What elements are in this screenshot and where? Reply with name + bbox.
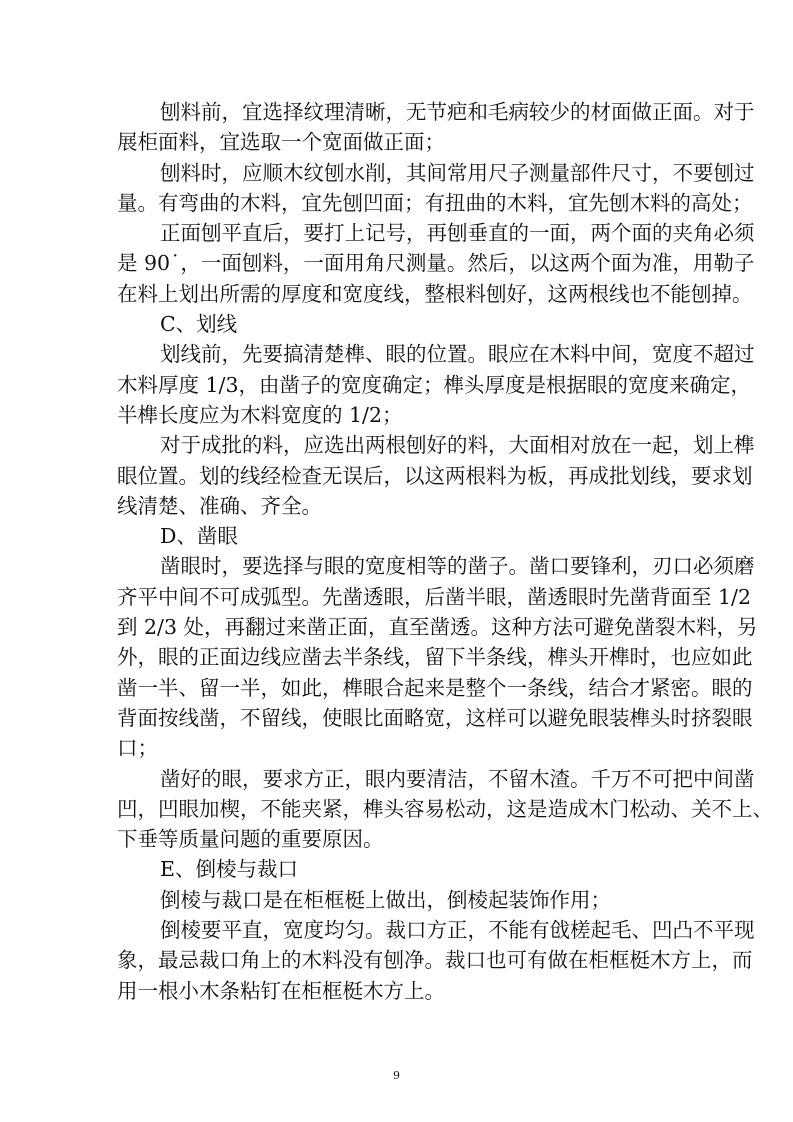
text-line: 对于成批的料，应选出两根刨好的料，大面相对放在一起，划上榫 (160, 433, 755, 458)
text-line: 量。有弯曲的木料，宜先刨凹面；有扭曲的木料，宜先刨木料的高处； (117, 190, 753, 215)
text-line: 正面刨平直后，要打上记号，再刨垂直的一面，两个面的夹角必须 (160, 221, 755, 246)
document-body (117, 97, 773, 1006)
text-line: 半榫长度应为木料宽度的 1/2； (117, 402, 403, 427)
paragraph (117, 97, 755, 158)
paragraph (117, 430, 755, 521)
paragraph (117, 915, 755, 1006)
page-number: 9 (393, 1069, 400, 1082)
section-heading (117, 854, 693, 884)
paragraph (117, 551, 758, 763)
text-line: E、倒棱与裁口 (160, 857, 298, 882)
text-line: 木料厚度 1/3，由凿子的宽度确定；榫头厚度是根据眼的宽度来确定， (117, 372, 752, 397)
text-line: 眼位置。划的线经检查无误后，以这两根料为板，再成批划线，要求划 (117, 463, 753, 488)
text-line: 凿一半、留一半，如此，榫眼合起来是整个一条线，结合才紧密。眼的 (117, 675, 753, 700)
paragraph (117, 339, 755, 430)
text-line: 凿好的眼，要求方正，眼内要清洁，不留木渣。千万不可把中间凿 (160, 766, 755, 791)
text-line: D、凿眼 (160, 524, 238, 549)
section-heading (117, 309, 693, 339)
text-line: 划线前，先要搞清楚榫、眼的位置。眼应在木料中间，宽度不超过 (160, 342, 755, 367)
text-line: 倒棱要平直，宽度均匀。裁口方正，不能有戗槎起毛、凹凸不平现 (160, 918, 755, 943)
text-line: 凿眼时，要选择与眼的宽度相等的凿子。凿口要锋利，刃口必须磨 (160, 554, 755, 579)
text-line: C、划线 (160, 312, 238, 337)
section-heading (117, 521, 693, 551)
text-line: 展柜面料，宜选取一个宽面做正面； (117, 130, 445, 155)
text-line: 用一根小木条粘钉在柜框梃木方上。 (117, 978, 445, 1003)
text-line: 刨料时，应顺木纹刨水削，其间常用尺子测量部件尺寸，不要刨过 (160, 160, 755, 185)
text-line: 背面按线凿，不留线，使眼比面略宽，这样可以避免眼装榫头时挤裂眼 (117, 705, 753, 730)
text-line: 在料上划出所需的厚度和宽度线，整根料刨好，这两根线也不能刨掉。 (117, 281, 753, 306)
text-line: 齐平中间不可成弧型。先凿透眼，后凿半眼，凿透眼时先凿背面至 1/2 (117, 584, 752, 609)
text-line: 倒棱与裁口是在柜框梃上做出，倒棱起装饰作用； (160, 887, 611, 912)
text-line: 线清楚、准确、齐全。 (117, 493, 322, 518)
text-line: 到 2/3 处，再翻过来凿正面，直至凿透。这种方法可避免凿裂木料，另 (117, 615, 758, 640)
paragraph (117, 885, 693, 915)
text-line: 下垂等质量问题的重要原因。 (117, 827, 384, 852)
text-line: 口； (117, 736, 158, 761)
text-line: 外，眼的正面边线应凿去半条线，留下半条线，榫头开榫时，也应如此 (117, 645, 753, 670)
text-line: 象，最忌裁口角上的木料没有刨净。裁口也可有做在柜框梃木方上，而 (117, 948, 753, 973)
paragraph (117, 764, 773, 855)
text-line: 凹，凹眼加楔，不能夹紧，榫头容易松动，这是造成木门松动、关不上、 (117, 796, 773, 821)
text-line: 刨料前，宜选择纹理清晰，无节疤和毛病较少的材面做正面。对于 (160, 100, 755, 124)
paragraph (117, 218, 755, 309)
text-line: 是 90˙，一面刨料，一面用角尺测量。然后，以这两个面为准，用勒子 (117, 251, 755, 276)
paragraph (117, 158, 755, 219)
